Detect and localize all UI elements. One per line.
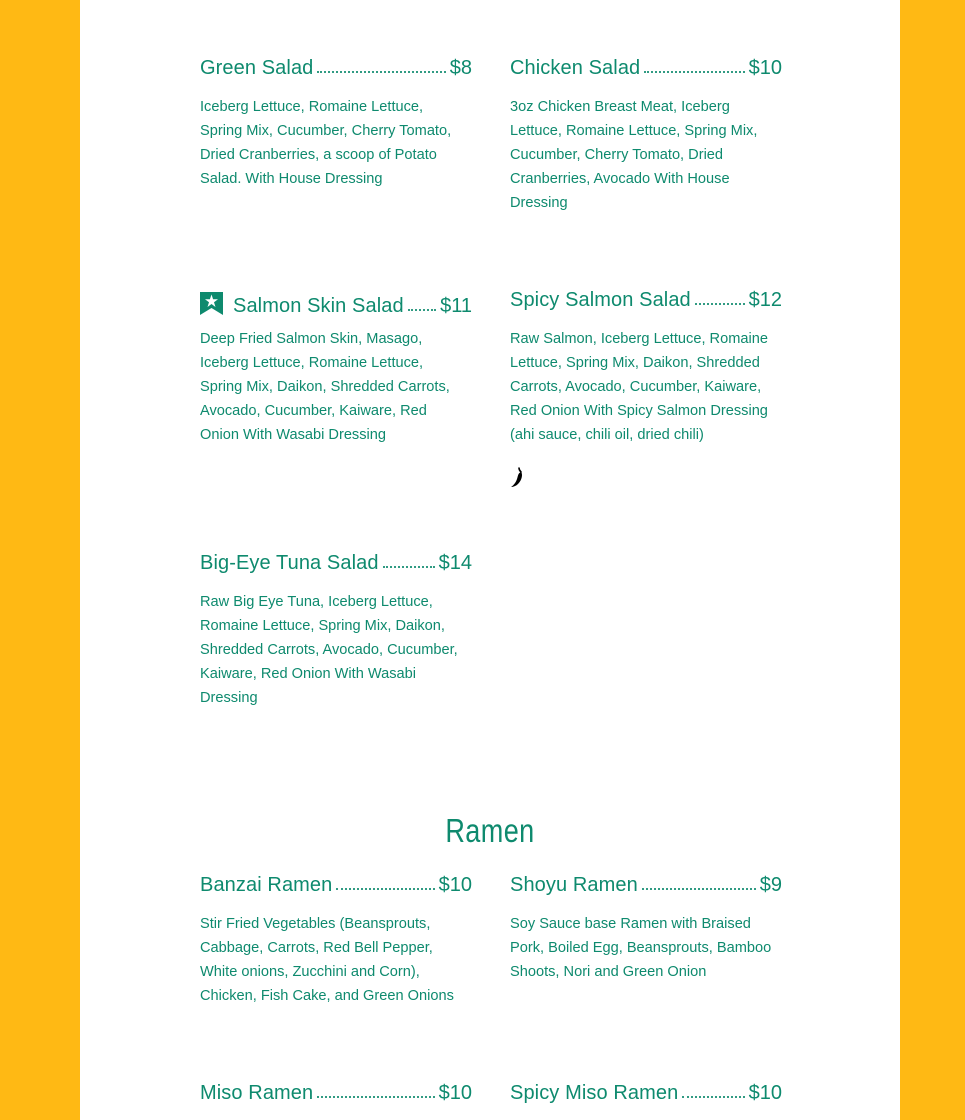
- item-name: Spicy Salmon Salad: [510, 289, 691, 311]
- item-name: Miso Ramen: [200, 1082, 314, 1104]
- menu-page: [80, 0, 900, 1120]
- item-description: Stir Fried Vegetables (Beansprouts, Cabbage, Carrots, Red Bell Pepper, White onions, Zucchini and Corn), Chicken, Fish Cake, and Green Onions: [200, 916, 454, 1004]
- item-description: Raw Big Eye Tuna, Iceberg Lettuce, Romaine Lettuce, Spring Mix, Daikon, Shredded Carrots, Avocado, Cucumber, Kaiware, Red Onion With Wasabi Dressing: [200, 594, 458, 706]
- item-header: [510, 289, 782, 317]
- item-header: [510, 874, 782, 902]
- menu-item-spicy-salmon-salad: [510, 289, 782, 489]
- star-badge-icon: [200, 292, 223, 315]
- dot-leader: [317, 71, 445, 73]
- item-header: [200, 1082, 472, 1110]
- item-header: [510, 1082, 782, 1110]
- item-name: Chicken Salad: [510, 57, 641, 79]
- menu-item-green-salad: [200, 57, 472, 191]
- dot-leader: [317, 1096, 434, 1098]
- item-name: Salmon Skin Salad: [233, 295, 404, 317]
- dot-leader: [644, 71, 744, 73]
- item-name: Shoyu Ramen: [510, 874, 638, 896]
- item-price: $8: [449, 57, 472, 79]
- item-name: Spicy Miso Ramen: [510, 1082, 679, 1104]
- item-price: $10: [748, 57, 782, 79]
- item-price: $10: [438, 874, 472, 896]
- menu-item-chicken-salad: [510, 57, 782, 215]
- item-description: Soy Sauce base Ramen with Braised Pork, Boiled Egg, Beansprouts, Bamboo Shoots, Nori and Green Onion: [510, 916, 772, 980]
- dot-leader: [682, 1096, 744, 1098]
- item-price: $11: [440, 295, 472, 317]
- menu-item-salmon-skin-salad: [200, 289, 472, 447]
- dot-leader: [336, 888, 434, 890]
- item-name: Big-Eye Tuna Salad: [200, 552, 379, 574]
- menu-item-miso-ramen: [200, 1082, 472, 1110]
- menu-item-banzai-ramen: [200, 874, 472, 1008]
- dot-leader: [695, 303, 745, 305]
- item-price: $10: [748, 1082, 782, 1104]
- item-header: [200, 289, 472, 317]
- item-name: Green Salad: [200, 57, 314, 79]
- dot-leader: [642, 888, 756, 890]
- item-header: [510, 57, 782, 85]
- item-header: [200, 874, 472, 902]
- item-price: $14: [438, 552, 472, 574]
- item-description: Raw Salmon, Iceberg Lettuce, Romaine Lettuce, Spring Mix, Daikon, Shredded Carrots, Avocado, Cucumber, Kaiware, Red Onion With Spicy Salmon Dressing (ahi sauce, chili oil, dried chili): [510, 331, 768, 443]
- item-description: Iceberg Lettuce, Romaine Lettuce, Spring Mix, Cucumber, Cherry Tomato, Dried Cranberries, a scoop of Potato Salad. With House Dressing: [200, 99, 452, 187]
- section-title-ramen: Ramen: [445, 812, 535, 849]
- item-description: 3oz Chicken Breast Meat, Iceberg Lettuce, Romaine Lettuce, Spring Mix, Cucumber, Cherry Tomato, Dried Cranberries, Avocado With House Dressing: [510, 99, 758, 211]
- menu-item-shoyu-ramen: [510, 874, 782, 984]
- item-header: [200, 552, 472, 580]
- dot-leader: [383, 566, 435, 568]
- item-price: $10: [438, 1082, 472, 1104]
- item-price: $12: [748, 289, 782, 311]
- menu-item-spicy-miso-ramen: [510, 1082, 782, 1110]
- menu-item-big-eye-tuna-salad: [200, 552, 472, 710]
- item-price: $9: [759, 874, 782, 896]
- dot-leader: [408, 309, 436, 311]
- chili-pepper-icon: [510, 467, 526, 489]
- item-name: Banzai Ramen: [200, 874, 333, 896]
- item-description: Deep Fried Salmon Skin, Masago, Iceberg Lettuce, Romaine Lettuce, Spring Mix, Daikon, Shredded Carrots, Avocado, Cucumber, Kaiware, Red Onion With Wasabi Dressing: [200, 331, 450, 443]
- item-header: [200, 57, 472, 85]
